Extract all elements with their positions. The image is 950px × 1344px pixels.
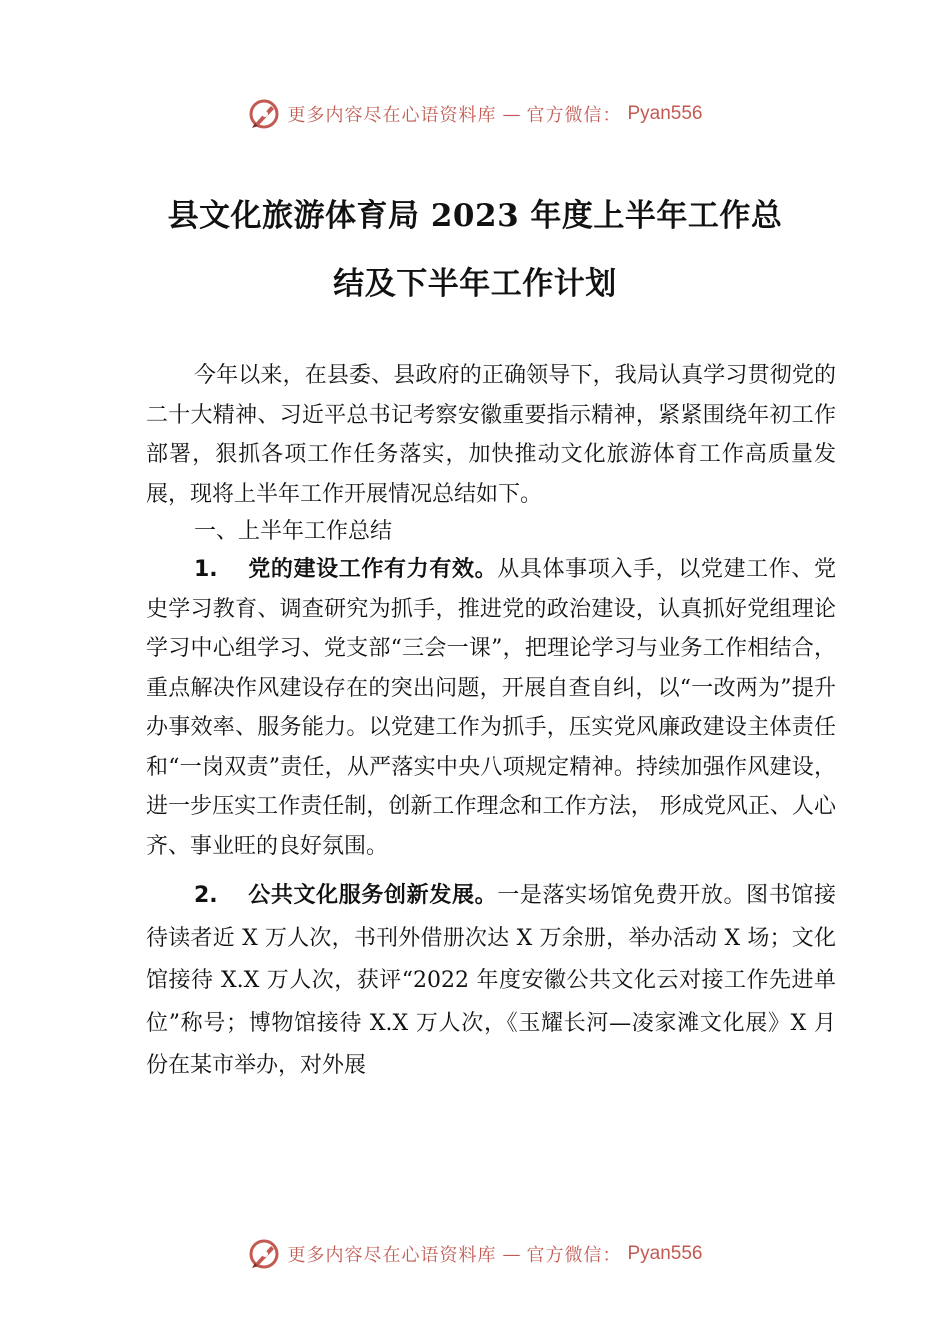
item-number: 1. — [194, 557, 218, 582]
document-title-line-2: 结及下半年工作计划 — [333, 266, 617, 302]
item-body: 一是落实场馆免费开放。图书馆接待读者近 X 万人次，书刊外借册次达 X 万余册，举办活动 X 场；文化馆接待 X.X 万人次，获评“2022 年度安徽公共文化云对接工作先进单位”称号；博物馆接待 X.X 万人次，《玉耀长河—凌家滩文化展》X 月份在某市举办，对外展 — [146, 883, 836, 1078]
watermark-footer — [0, 1234, 950, 1274]
watermark-wechat-id: Pyan556 — [627, 1243, 703, 1264]
pen-in-circle-logo-icon — [247, 97, 281, 131]
watermark-wechat-label: 官方微信： — [526, 105, 622, 126]
document-title-line-1: 县文化旅游体育局 2023 年度上半年工作总 — [167, 198, 783, 234]
watermark-text: 更多内容尽在心语资料库 — [287, 105, 497, 126]
watermark-wechat-id: Pyan556 — [627, 103, 703, 124]
item-title: 公共文化服务创新发展。 — [247, 883, 498, 908]
watermark-wechat-label: 官方微信： — [526, 1245, 622, 1266]
summary-item-1 — [146, 550, 836, 866]
intro-paragraph: 今年以来，在县委、县政府的正确领导下，我局认真学习贯彻党的二十大精神、习近平总书记考察安徽重要指示精神，紧紧围绕年初工作部署，狠抓各项工作任务落实，加快推动文化旅游体育工作高质量发展，现将上半年工作开展情况总结如下。 — [146, 363, 836, 507]
section-heading: 一、上半年工作总结 — [194, 519, 393, 544]
item-body: 从具体事项入手，以党建工作、党史学习教育、调查研究为抓手，推进党的政治建设，认真抓好党组理论学习中心组学习、党支部“三会一课”，把理论学习与业务工作相结合，重点解决作风建设存在的突出问题，开展自查自纠，以“一改两为”提升办事效率、服务能力。以党建工作为抓手，压实党风廉政建设主体责任和“一岗双责”责任，从严落实中央八项规定精神。持续加强作风建设，进一步压实工作责任制，创新工作理念和工作方法， 形成党风正、人心齐、事业旺的良好氛围。 — [146, 557, 836, 859]
item-title: 党的建设工作有力有效。 — [247, 557, 498, 582]
watermark-header — [0, 94, 950, 134]
summary-item-2 — [146, 875, 836, 1088]
watermark-text: 更多内容尽在心语资料库 — [287, 1245, 497, 1266]
watermark-separator: — — [502, 103, 521, 125]
item-number: 2. — [194, 883, 218, 908]
document-body — [146, 356, 836, 1088]
pen-in-circle-logo-icon — [247, 1237, 281, 1271]
watermark-separator: — — [502, 1243, 521, 1265]
